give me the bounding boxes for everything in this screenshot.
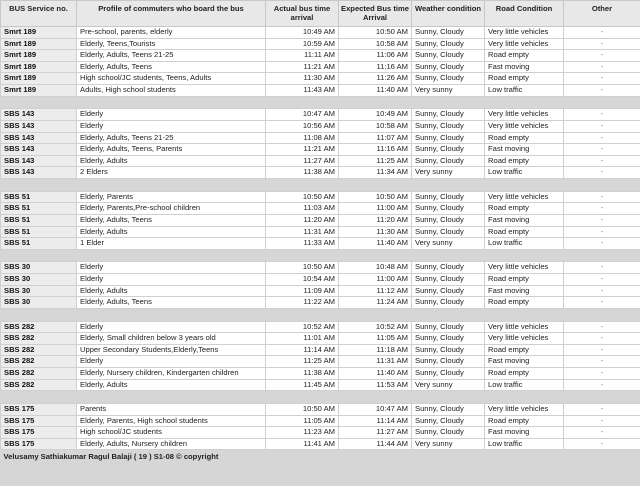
table-row: [1, 438, 640, 450]
other-cell: -: [564, 262, 640, 274]
other-cell: -: [564, 321, 640, 333]
weather-cell: Sunny, Cloudy: [412, 262, 485, 274]
weather-cell: Sunny, Cloudy: [412, 38, 485, 50]
road-condition-cell: Very little vehicles: [485, 404, 564, 416]
group-separator: [1, 96, 640, 109]
other-cell: -: [564, 132, 640, 144]
weather-cell: Sunny, Cloudy: [412, 415, 485, 427]
expected-time-cell: 11:20 AM: [339, 214, 412, 226]
profile-cell: Elderly: [77, 321, 266, 333]
actual-time-cell: 10:54 AM: [266, 274, 339, 286]
expected-time-cell: 11:44 AM: [339, 438, 412, 450]
bus-service-cell: SBS 51: [1, 238, 77, 250]
weather-cell: Very sunny: [412, 238, 485, 250]
other-cell: -: [564, 50, 640, 62]
weather-cell: Sunny, Cloudy: [412, 368, 485, 380]
expected-time-cell: 11:14 AM: [339, 415, 412, 427]
road-condition-cell: Low traffic: [485, 379, 564, 391]
bus-service-cell: SBS 143: [1, 167, 77, 179]
table-row: [1, 226, 640, 238]
weather-cell: Very sunny: [412, 438, 485, 450]
bus-service-cell: Smrt 189: [1, 61, 77, 73]
road-condition-cell: Very little vehicles: [485, 27, 564, 39]
actual-time-cell: 11:22 AM: [266, 297, 339, 309]
bus-service-cell: SBS 143: [1, 132, 77, 144]
road-condition-cell: Road empty: [485, 297, 564, 309]
profile-cell: Elderly, Adults, Teens, Parents: [77, 144, 266, 156]
profile-cell: Elderly: [77, 262, 266, 274]
bus-service-cell: Smrt 189: [1, 73, 77, 85]
profile-cell: Elderly, Adults, Teens 21-25: [77, 132, 266, 144]
profile-cell: Elderly, Adults, Teens: [77, 297, 266, 309]
profile-cell: Elderly, Parents,Pre-school children: [77, 203, 266, 215]
actual-time-cell: 10:59 AM: [266, 38, 339, 50]
footer-row: [1, 450, 640, 464]
weather-cell: Sunny, Cloudy: [412, 120, 485, 132]
actual-time-cell: 11:45 AM: [266, 379, 339, 391]
separator-cell: [1, 391, 640, 404]
expected-time-cell: 11:40 AM: [339, 84, 412, 96]
road-condition-cell: Low traffic: [485, 238, 564, 250]
actual-time-cell: 11:01 AM: [266, 333, 339, 345]
profile-cell: Elderly, Parents: [77, 191, 266, 203]
bus-service-cell: SBS 143: [1, 144, 77, 156]
other-cell: -: [564, 379, 640, 391]
profile-cell: Elderly: [77, 274, 266, 286]
other-cell: -: [564, 427, 640, 439]
expected-time-cell: 11:40 AM: [339, 368, 412, 380]
bus-service-cell: SBS 175: [1, 415, 77, 427]
expected-time-cell: 11:53 AM: [339, 379, 412, 391]
other-cell: -: [564, 61, 640, 73]
actual-time-cell: 10:49 AM: [266, 27, 339, 39]
bus-service-cell: SBS 51: [1, 203, 77, 215]
expected-time-cell: 11:00 AM: [339, 203, 412, 215]
road-condition-cell: Fast moving: [485, 427, 564, 439]
group-separator: [1, 391, 640, 404]
road-condition-cell: Fast moving: [485, 61, 564, 73]
road-condition-cell: Low traffic: [485, 167, 564, 179]
actual-time-cell: 11:21 AM: [266, 61, 339, 73]
profile-cell: 1 Elder: [77, 238, 266, 250]
actual-time-cell: 11:27 AM: [266, 155, 339, 167]
actual-time-cell: 11:38 AM: [266, 368, 339, 380]
actual-time-cell: 11:30 AM: [266, 73, 339, 85]
bus-service-cell: SBS 282: [1, 344, 77, 356]
table-row: [1, 132, 640, 144]
table-row: [1, 344, 640, 356]
weather-cell: Sunny, Cloudy: [412, 427, 485, 439]
bus-service-cell: SBS 30: [1, 297, 77, 309]
table-row: [1, 155, 640, 167]
actual-time-cell: 11:25 AM: [266, 356, 339, 368]
actual-time-cell: 10:56 AM: [266, 120, 339, 132]
road-condition-cell: Road empty: [485, 415, 564, 427]
other-cell: -: [564, 191, 640, 203]
road-condition-cell: Very little vehicles: [485, 109, 564, 121]
bus-service-cell: SBS 282: [1, 368, 77, 380]
weather-cell: Sunny, Cloudy: [412, 144, 485, 156]
expected-time-cell: 10:49 AM: [339, 109, 412, 121]
other-cell: -: [564, 344, 640, 356]
bus-service-cell: Smrt 189: [1, 84, 77, 96]
profile-cell: Parents: [77, 404, 266, 416]
other-cell: -: [564, 297, 640, 309]
profile-cell: Pre-school, parents, elderly: [77, 27, 266, 39]
profile-cell: Elderly, Adults, Teens: [77, 61, 266, 73]
bus-service-cell: SBS 51: [1, 191, 77, 203]
bus-service-cell: Smrt 189: [1, 38, 77, 50]
weather-cell: Sunny, Cloudy: [412, 132, 485, 144]
profile-cell: Elderly: [77, 109, 266, 121]
table-row: [1, 73, 640, 85]
table-row: [1, 191, 640, 203]
actual-time-cell: 10:47 AM: [266, 109, 339, 121]
profile-cell: Elderly: [77, 120, 266, 132]
expected-time-cell: 10:47 AM: [339, 404, 412, 416]
group-separator: [1, 178, 640, 191]
other-cell: -: [564, 73, 640, 85]
profile-cell: High school/JC students, Teens, Adults: [77, 73, 266, 85]
other-cell: -: [564, 368, 640, 380]
profile-cell: Elderly, Adults: [77, 285, 266, 297]
road-condition-cell: Road empty: [485, 344, 564, 356]
actual-time-cell: 11:05 AM: [266, 415, 339, 427]
road-condition-cell: Very little vehicles: [485, 38, 564, 50]
profile-cell: Elderly, Adults, Teens: [77, 214, 266, 226]
weather-cell: Sunny, Cloudy: [412, 333, 485, 345]
bus-service-cell: Smrt 189: [1, 27, 77, 39]
weather-cell: Sunny, Cloudy: [412, 344, 485, 356]
other-cell: -: [564, 438, 640, 450]
expected-time-cell: 10:58 AM: [339, 38, 412, 50]
expected-time-cell: 11:12 AM: [339, 285, 412, 297]
header-expected-time: Expected Bus time Arrival: [339, 1, 412, 27]
expected-time-cell: 11:25 AM: [339, 155, 412, 167]
header-other: Other: [564, 1, 640, 27]
road-condition-cell: Road empty: [485, 155, 564, 167]
road-condition-cell: Very little vehicles: [485, 191, 564, 203]
profile-cell: Upper Secondary Students,Elderly,Teens: [77, 344, 266, 356]
weather-cell: Sunny, Cloudy: [412, 297, 485, 309]
actual-time-cell: 10:50 AM: [266, 404, 339, 416]
weather-cell: Sunny, Cloudy: [412, 27, 485, 39]
expected-time-cell: 11:18 AM: [339, 344, 412, 356]
table-row: [1, 415, 640, 427]
expected-time-cell: 11:16 AM: [339, 61, 412, 73]
bus-service-cell: SBS 175: [1, 438, 77, 450]
actual-time-cell: 11:11 AM: [266, 50, 339, 62]
separator-cell: [1, 308, 640, 321]
table-row: [1, 262, 640, 274]
table-row: [1, 61, 640, 73]
actual-time-cell: 11:23 AM: [266, 427, 339, 439]
profile-cell: Elderly, Parents, High school students: [77, 415, 266, 427]
actual-time-cell: 11:41 AM: [266, 438, 339, 450]
weather-cell: Sunny, Cloudy: [412, 321, 485, 333]
expected-time-cell: 11:07 AM: [339, 132, 412, 144]
table-row: [1, 379, 640, 391]
actual-time-cell: 11:33 AM: [266, 238, 339, 250]
table-row: [1, 297, 640, 309]
other-cell: -: [564, 84, 640, 96]
copyright-footer: Velusamy Sathiakumar Ragul Balaji ( 19 ) S1-08 © copyright: [1, 450, 640, 464]
bus-service-cell: SBS 282: [1, 379, 77, 391]
other-cell: -: [564, 155, 640, 167]
profile-cell: Elderly, Adults, Teens 21-25: [77, 50, 266, 62]
bus-service-cell: SBS 30: [1, 274, 77, 286]
expected-time-cell: 11:00 AM: [339, 274, 412, 286]
bus-service-cell: SBS 143: [1, 109, 77, 121]
road-condition-cell: Fast moving: [485, 285, 564, 297]
group-separator: [1, 308, 640, 321]
weather-cell: Sunny, Cloudy: [412, 404, 485, 416]
bus-service-cell: SBS 30: [1, 285, 77, 297]
header-row: [1, 1, 640, 27]
other-cell: -: [564, 404, 640, 416]
profile-cell: Elderly, Adults, Nursery children: [77, 438, 266, 450]
group-separator: [1, 249, 640, 262]
expected-time-cell: 10:50 AM: [339, 191, 412, 203]
table-row: [1, 404, 640, 416]
actual-time-cell: 11:21 AM: [266, 144, 339, 156]
road-condition-cell: Fast moving: [485, 214, 564, 226]
weather-cell: Very sunny: [412, 379, 485, 391]
road-condition-cell: Road empty: [485, 73, 564, 85]
profile-cell: Elderly, Adults: [77, 226, 266, 238]
expected-time-cell: 10:50 AM: [339, 27, 412, 39]
profile-cell: 2 Elders: [77, 167, 266, 179]
bus-service-cell: SBS 175: [1, 404, 77, 416]
road-condition-cell: Road empty: [485, 368, 564, 380]
weather-cell: Sunny, Cloudy: [412, 285, 485, 297]
header-road-condition: Road Condition: [485, 1, 564, 27]
other-cell: -: [564, 27, 640, 39]
bus-service-cell: SBS 282: [1, 333, 77, 345]
profile-cell: Elderly, Adults: [77, 379, 266, 391]
table-row: [1, 285, 640, 297]
bus-service-cell: SBS 51: [1, 214, 77, 226]
weather-cell: Very sunny: [412, 167, 485, 179]
separator-cell: [1, 96, 640, 109]
other-cell: -: [564, 109, 640, 121]
header-actual-time: Actual bus time arrival: [266, 1, 339, 27]
table-row: [1, 368, 640, 380]
other-cell: -: [564, 167, 640, 179]
bus-service-cell: Smrt 189: [1, 50, 77, 62]
profile-cell: Elderly, Teens,Tourists: [77, 38, 266, 50]
profile-cell: Elderly, Nursery children, Kindergarten children: [77, 368, 266, 380]
weather-cell: Sunny, Cloudy: [412, 155, 485, 167]
actual-time-cell: 11:38 AM: [266, 167, 339, 179]
expected-time-cell: 10:52 AM: [339, 321, 412, 333]
weather-cell: Sunny, Cloudy: [412, 214, 485, 226]
expected-time-cell: 10:48 AM: [339, 262, 412, 274]
road-condition-cell: Very little vehicles: [485, 262, 564, 274]
other-cell: -: [564, 333, 640, 345]
bus-service-cell: SBS 282: [1, 356, 77, 368]
expected-time-cell: 11:27 AM: [339, 427, 412, 439]
header-weather: Weather condition: [412, 1, 485, 27]
profile-cell: Elderly, Adults: [77, 155, 266, 167]
road-condition-cell: Very little vehicles: [485, 120, 564, 132]
road-condition-cell: Road empty: [485, 226, 564, 238]
weather-cell: Sunny, Cloudy: [412, 274, 485, 286]
expected-time-cell: 11:06 AM: [339, 50, 412, 62]
weather-cell: Sunny, Cloudy: [412, 191, 485, 203]
other-cell: -: [564, 226, 640, 238]
other-cell: -: [564, 274, 640, 286]
actual-time-cell: 11:20 AM: [266, 214, 339, 226]
expected-time-cell: 11:24 AM: [339, 297, 412, 309]
weather-cell: Sunny, Cloudy: [412, 203, 485, 215]
table-row: [1, 50, 640, 62]
table-row: [1, 203, 640, 215]
other-cell: -: [564, 203, 640, 215]
actual-time-cell: 11:14 AM: [266, 344, 339, 356]
road-condition-cell: Low traffic: [485, 84, 564, 96]
road-condition-cell: Road empty: [485, 132, 564, 144]
actual-time-cell: 11:31 AM: [266, 226, 339, 238]
profile-cell: Elderly: [77, 356, 266, 368]
table-row: [1, 214, 640, 226]
expected-time-cell: 11:40 AM: [339, 238, 412, 250]
actual-time-cell: 11:43 AM: [266, 84, 339, 96]
table-row: [1, 84, 640, 96]
expected-time-cell: 11:16 AM: [339, 144, 412, 156]
road-condition-cell: Very little vehicles: [485, 333, 564, 345]
weather-cell: Sunny, Cloudy: [412, 73, 485, 85]
expected-time-cell: 11:26 AM: [339, 73, 412, 85]
other-cell: -: [564, 120, 640, 132]
expected-time-cell: 11:30 AM: [339, 226, 412, 238]
other-cell: -: [564, 144, 640, 156]
table-row: [1, 109, 640, 121]
table-row: [1, 38, 640, 50]
table-row: [1, 427, 640, 439]
road-condition-cell: Low traffic: [485, 438, 564, 450]
actual-time-cell: 10:50 AM: [266, 191, 339, 203]
expected-time-cell: 11:05 AM: [339, 333, 412, 345]
bus-service-cell: SBS 175: [1, 427, 77, 439]
table-row: [1, 27, 640, 39]
other-cell: -: [564, 238, 640, 250]
actual-time-cell: 11:09 AM: [266, 285, 339, 297]
other-cell: -: [564, 214, 640, 226]
actual-time-cell: 10:50 AM: [266, 262, 339, 274]
table-row: [1, 333, 640, 345]
table-row: [1, 321, 640, 333]
other-cell: -: [564, 415, 640, 427]
expected-time-cell: 11:31 AM: [339, 356, 412, 368]
separator-cell: [1, 178, 640, 191]
header-profile: Profile of commuters who board the bus: [77, 1, 266, 27]
profile-cell: High school/JC students: [77, 427, 266, 439]
profile-cell: Elderly, Small children below 3 years old: [77, 333, 266, 345]
weather-cell: Very sunny: [412, 84, 485, 96]
road-condition-cell: Road empty: [485, 203, 564, 215]
weather-cell: Sunny, Cloudy: [412, 61, 485, 73]
weather-cell: Sunny, Cloudy: [412, 50, 485, 62]
road-condition-cell: Fast moving: [485, 356, 564, 368]
weather-cell: Sunny, Cloudy: [412, 226, 485, 238]
expected-time-cell: 10:58 AM: [339, 120, 412, 132]
expected-time-cell: 11:34 AM: [339, 167, 412, 179]
actual-time-cell: 10:52 AM: [266, 321, 339, 333]
bus-service-cell: SBS 30: [1, 262, 77, 274]
profile-cell: Adults, High school students: [77, 84, 266, 96]
road-condition-cell: Fast moving: [485, 144, 564, 156]
actual-time-cell: 11:08 AM: [266, 132, 339, 144]
other-cell: -: [564, 38, 640, 50]
actual-time-cell: 11:03 AM: [266, 203, 339, 215]
road-condition-cell: Very little vehicles: [485, 321, 564, 333]
bus-service-cell: SBS 282: [1, 321, 77, 333]
separator-cell: [1, 249, 640, 262]
other-cell: -: [564, 356, 640, 368]
weather-cell: Sunny, Cloudy: [412, 356, 485, 368]
table-row: [1, 167, 640, 179]
other-cell: -: [564, 285, 640, 297]
table-row: [1, 356, 640, 368]
table-row: [1, 144, 640, 156]
bus-service-cell: SBS 143: [1, 155, 77, 167]
road-condition-cell: Road empty: [485, 274, 564, 286]
road-condition-cell: Road empty: [485, 50, 564, 62]
bus-service-cell: SBS 143: [1, 120, 77, 132]
table-row: [1, 238, 640, 250]
table-row: [1, 274, 640, 286]
header-bus-service: BUS Service no.: [1, 1, 77, 27]
weather-cell: Sunny, Cloudy: [412, 109, 485, 121]
bus-service-cell: SBS 51: [1, 226, 77, 238]
table-row: [1, 120, 640, 132]
